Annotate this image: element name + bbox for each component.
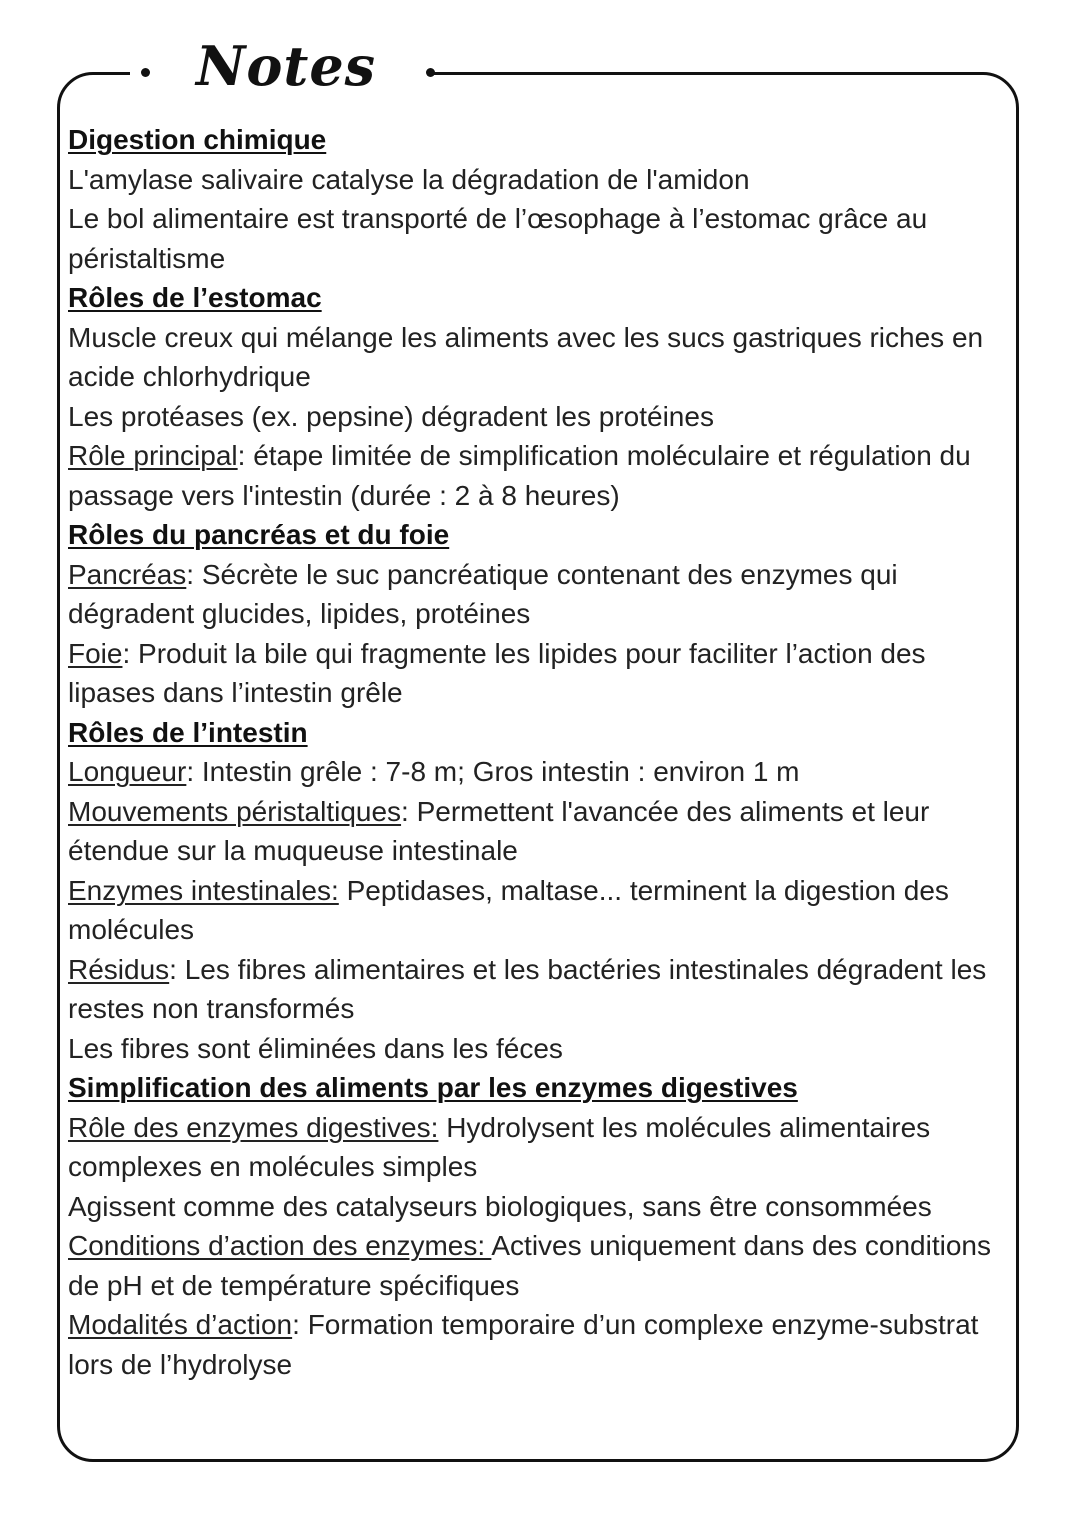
- note-separator: :: [122, 637, 139, 669]
- note-separator: :: [169, 953, 185, 985]
- note-line: [68, 950, 1013, 1029]
- note-text: Sécrète le suc pancréatique contenant des enzymes qui dégradent glucides, lipides, protéines: [68, 558, 898, 629]
- note-separator: :: [237, 440, 254, 471]
- note-line: [68, 318, 1013, 397]
- note-line: [68, 1029, 1013, 1069]
- note-line: [68, 555, 1013, 634]
- page-title: Notes: [196, 34, 377, 98]
- note-text: Produit la bile qui fragmente les lipides pour faciliter l’action des lipases dans l’intestin grêle: [68, 637, 926, 708]
- note-text: Hydrolysent les molécules alimentaires complexes en molécules simples: [68, 1111, 931, 1182]
- note-text: Le bol alimentaire est transporté de l’œsophage à l’estomac grâce au péristaltisme: [68, 203, 928, 274]
- section-heading: Simplification des aliments par les enzymes digestives: [68, 1072, 798, 1103]
- note-term: Conditions d’action des enzymes:: [68, 1230, 492, 1261]
- note-separator: :: [401, 795, 417, 827]
- right-dot-icon: [426, 68, 435, 77]
- section-heading: Rôles de l’estomac: [68, 282, 322, 313]
- note-separator: :: [292, 1309, 308, 1340]
- note-line: [68, 1226, 1013, 1305]
- note-text: étape limitée de simplification moléculaire et régulation du passage vers l'intestin (durée : 2 à 8 heures): [68, 440, 971, 511]
- note-text: Actives uniquement dans des conditions de pH et de température spécifiques: [68, 1230, 991, 1301]
- note-text: Peptidases, maltase... terminent la digestion des molécules: [68, 874, 949, 945]
- note-text: Formation temporaire d’un complexe enzyme-substrat lors de l’hydrolyse: [68, 1309, 979, 1380]
- note-term: Rôle principal: [68, 440, 238, 471]
- note-text: Intestin grêle : 7-8 m; Gros intestin : environ 1 m: [201, 756, 800, 787]
- note-line: [68, 1305, 1013, 1384]
- note-separator: :: [186, 558, 202, 590]
- note-line: [68, 436, 1013, 515]
- note-line: [68, 199, 1013, 278]
- note-separator: :: [186, 756, 202, 787]
- note-separator: [339, 875, 347, 906]
- note-line: [68, 160, 1013, 200]
- note-term: Mouvements péristaltiques: [68, 795, 402, 827]
- note-line: [68, 634, 1013, 713]
- note-text: Les protéases (ex. pepsine) dégradent les protéines: [68, 400, 714, 432]
- note-line: [68, 792, 1013, 871]
- note-text: Muscle creux qui mélange les aliments avec les sucs gastriques riches en acide chlorhydrique: [68, 321, 984, 392]
- note-text: Permettent l'avancée des aliments et leur étendue sur la muqueuse intestinale: [68, 795, 930, 866]
- section-heading: Digestion chimique: [68, 124, 327, 155]
- note-term: Longueur: [68, 756, 187, 787]
- note-line: [68, 397, 1013, 437]
- left-dot-icon: [141, 68, 150, 77]
- note-term: Modalités d’action: [68, 1309, 293, 1340]
- note-text: Les fibres sont éliminées dans les féces: [68, 1032, 563, 1064]
- note-text: L'amylase salivaire catalyse la dégradation de l'amidon: [68, 163, 750, 195]
- notes-content: [68, 120, 1013, 1384]
- note-term: Pancréas: [68, 558, 187, 590]
- note-text: Agissent comme des catalyseurs biologiques, sans être consommées: [68, 1190, 932, 1222]
- note-line: [68, 752, 1013, 792]
- note-term: Foie: [68, 637, 123, 669]
- note-line: [68, 871, 1013, 950]
- note-term: Rôle des enzymes digestives:: [68, 1111, 439, 1143]
- section-heading: Rôles de l’intestin: [68, 716, 308, 748]
- note-term: Résidus: [68, 953, 170, 985]
- note-term: Enzymes intestinales:: [68, 874, 339, 906]
- section-heading: Rôles du pancréas et du foie: [68, 519, 450, 550]
- note-line: [68, 1108, 1013, 1187]
- note-text: Les fibres alimentaires et les bactéries intestinales dégradent les restes non transformés: [68, 953, 987, 1024]
- note-line: [68, 1187, 1013, 1227]
